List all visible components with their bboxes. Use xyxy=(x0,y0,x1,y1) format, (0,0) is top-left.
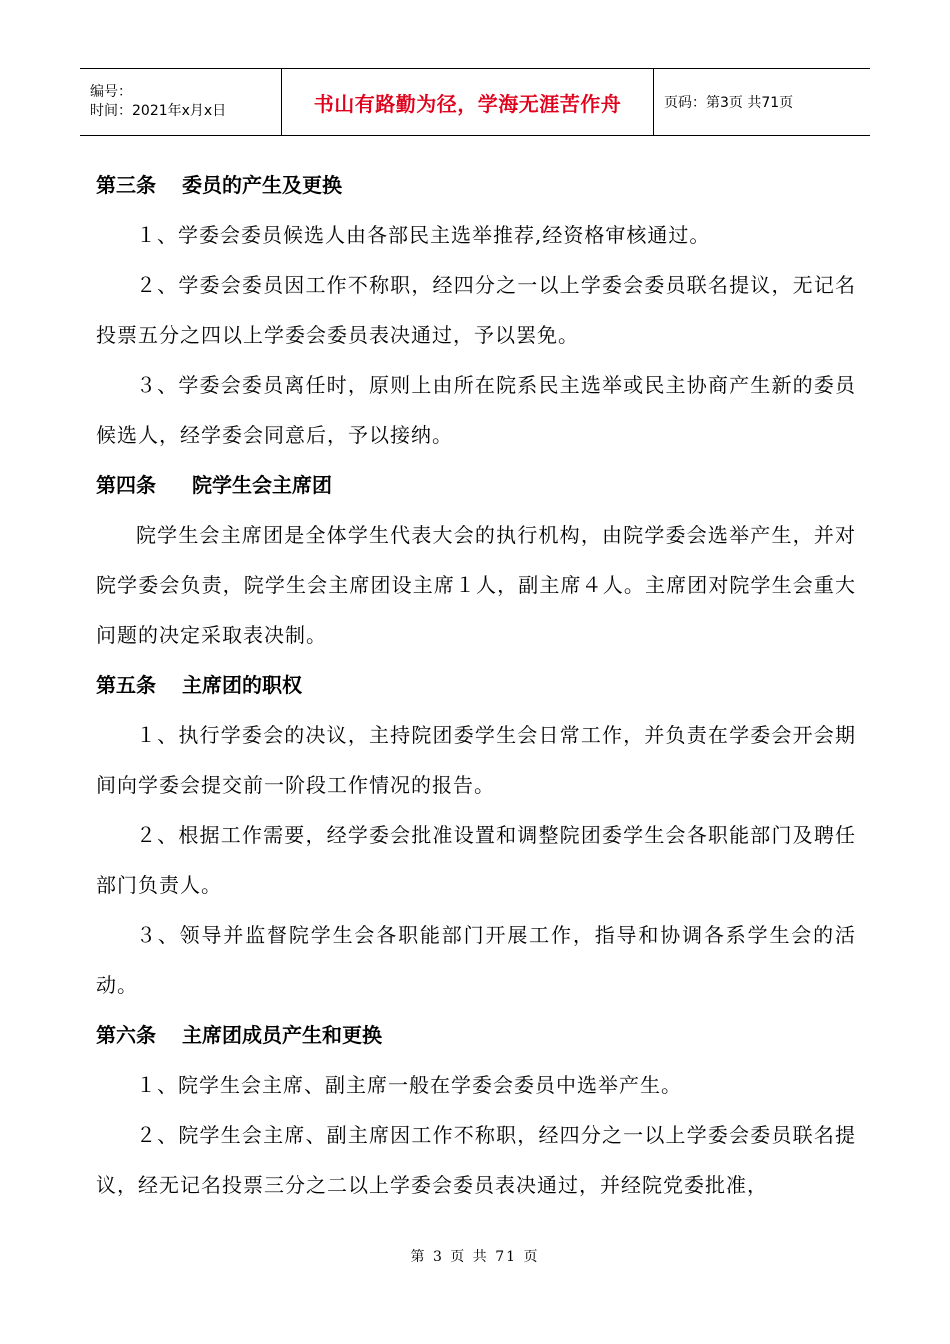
footer-page-number: 第 3 页 共 71 页 xyxy=(410,1249,540,1265)
article-section xyxy=(96,660,856,1010)
article-number: 第四条 xyxy=(96,473,156,497)
article-paragraph: 院学生会主席团是全体学生代表大会的执行机构，由院学委会选举产生，并对院学委会负责，院学生会主席团设主席１人，副主席４人。主席团对院学生会重大问题的决定采取表决制。 xyxy=(96,523,856,647)
article-title: 院学生会主席团 xyxy=(192,473,332,497)
document-body xyxy=(96,160,856,1210)
article-heading xyxy=(96,1010,856,1060)
article-number: 第三条 xyxy=(96,173,156,197)
article-section xyxy=(96,1010,856,1210)
page-footer xyxy=(0,1246,950,1266)
article-paragraph: １、院学生会主席、副主席一般在学委会委员中选举产生。 xyxy=(136,1073,682,1097)
header-meta-cell xyxy=(80,69,282,135)
article-paragraph: ３、领导并监督院学生会各职能部门开展工作，指导和协调各系学生会的活动。 xyxy=(96,923,856,997)
article-paragraph: ２、学委会委员因工作不称职，经四分之一以上学委会委员联名提议，无记名投票五分之四以上学委会委员表决通过，予以罢免。 xyxy=(96,273,856,347)
article-heading xyxy=(96,660,856,710)
article-paragraph: ３、学委会委员离任时，原则上由所在院系民主选举或民主协商产生新的委员候选人，经学委会同意后，予以接纳。 xyxy=(96,373,856,447)
header-page-cell xyxy=(654,69,870,135)
page-header xyxy=(80,68,870,136)
header-page-info: 页码：第3页 共71页 xyxy=(664,95,794,111)
article-section xyxy=(96,460,856,660)
article-paragraph: １、执行学委会的决议，主持院团委学生会日常工作，并负责在学委会开会期间向学委会提交前一阶段工作情况的报告。 xyxy=(96,723,856,797)
article-paragraph: ２、院学生会主席、副主席因工作不称职，经四分之一以上学委会委员联名提议，经无记名投票三分之二以上学委会委员表决通过，并经院党委批准， xyxy=(96,1123,856,1197)
document-number-label: 编号： xyxy=(90,84,132,100)
article-number: 第六条 xyxy=(96,1023,156,1047)
article-paragraph: １、学委会委员候选人由各部民主选举推荐,经资格审核通过。 xyxy=(136,223,711,247)
article-heading xyxy=(96,160,856,210)
article-section xyxy=(96,160,856,460)
article-title: 委员的产生及更换 xyxy=(182,173,342,197)
article-heading xyxy=(96,460,856,510)
article-title: 主席团成员产生和更换 xyxy=(182,1023,382,1047)
article-number: 第五条 xyxy=(96,673,156,697)
header-motto-cell xyxy=(282,69,654,135)
document-date: 时间：2021年x月x日 xyxy=(90,103,227,119)
article-title: 主席团的职权 xyxy=(182,673,302,697)
header-motto: 书山有路勤为径，学海无涯苦作舟 xyxy=(313,91,622,116)
article-paragraph: ２、根据工作需要，经学委会批准设置和调整院团委学生会各职能部门及聘任部门负责人。 xyxy=(96,823,856,897)
